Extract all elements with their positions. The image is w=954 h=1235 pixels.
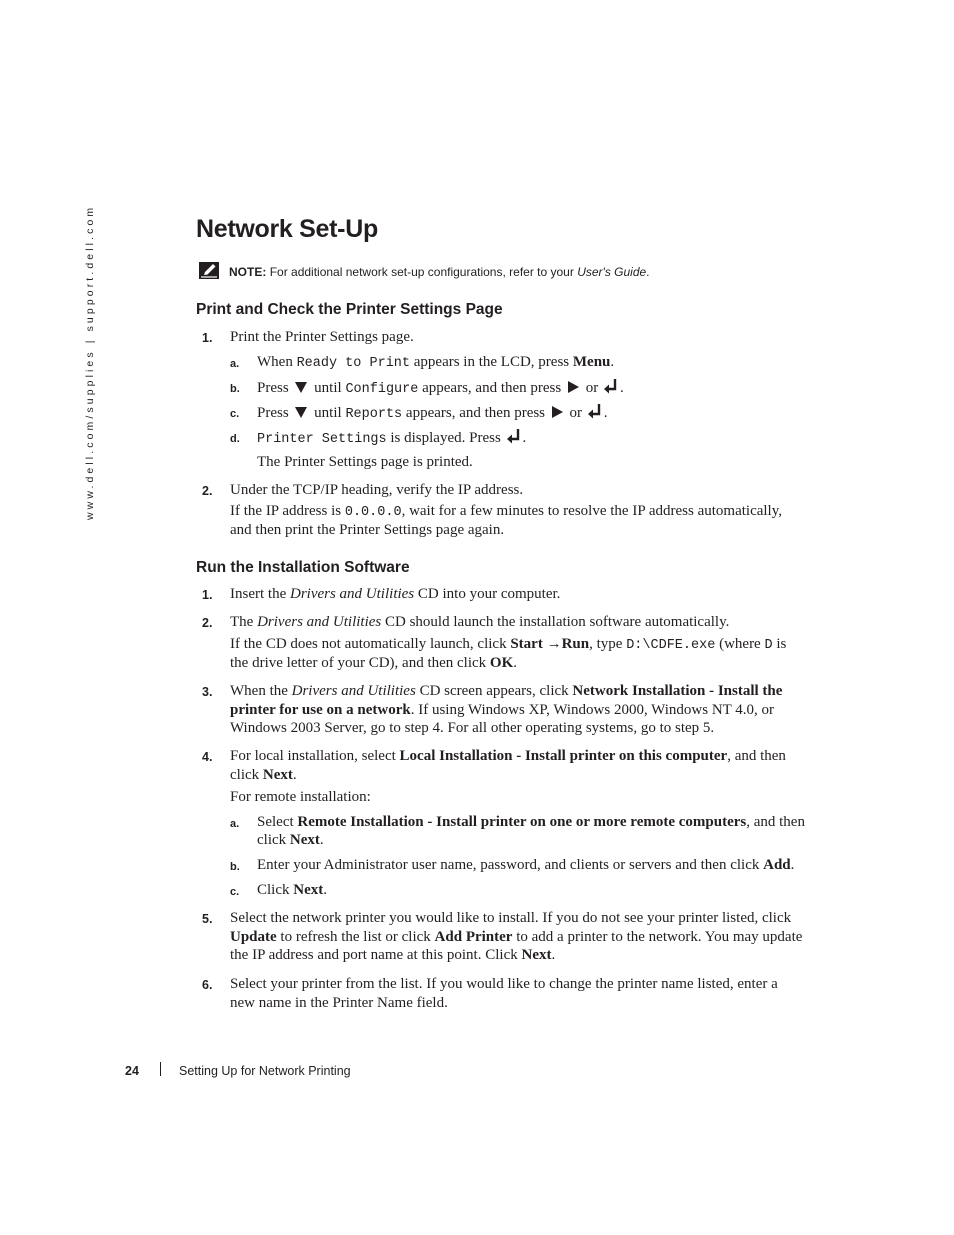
lcd-message: Printer Settings: [257, 432, 387, 447]
step-number: 2.: [202, 616, 213, 630]
substep-c: Click Next.: [257, 882, 327, 898]
step-text: The Drivers and Utilities CD should launch the installation software automatically.: [230, 614, 730, 630]
step-number: 5.: [202, 912, 213, 926]
step-number: 1.: [202, 588, 213, 602]
note-end: .: [646, 265, 650, 279]
lcd-message: Configure: [345, 382, 419, 397]
lcd-message: Ready to Print: [296, 356, 410, 371]
footer-divider: [160, 1062, 161, 1076]
substep-letter: c.: [230, 886, 240, 898]
step-detail: If the CD does not automatically launch, click Start →Run, type D:\CDFE.exe (where D is: [230, 636, 787, 653]
step-detail: For remote installation:: [230, 789, 371, 805]
right-arrow-icon: [552, 406, 563, 418]
step-text: Update to refresh the list or click Add Printer to add a printer to the network. You may update: [230, 929, 803, 945]
menu-key-label: Menu: [572, 354, 611, 370]
step-text: the IP address and port name at this point. Click Next.: [230, 947, 556, 963]
step-text: For local installation, select Local Installation - Install printer on this computer, and then: [230, 748, 786, 764]
lcd-message: Reports: [345, 407, 403, 422]
step-detail: the drive letter of your CD), and then click OK.: [230, 655, 518, 671]
step-text: When the Drivers and Utilities CD screen appears, click Network Installation - Install the: [230, 683, 783, 699]
step-text: Insert the Drivers and Utilities CD into your computer.: [230, 586, 561, 602]
step-number: 1.: [202, 331, 213, 345]
substep-d: Printer Settings is displayed. Press .: [257, 430, 527, 447]
step-text: Select your printer from the list. If you would like to change the printer name listed, enter a: [230, 976, 778, 992]
command-text: D:\CDFE.exe: [626, 638, 716, 653]
note: [229, 265, 650, 279]
substep-b: Enter your Administrator user name, password, and clients or servers and then click Add.: [257, 857, 795, 873]
substep-b: Press until Configure appears, and then press or .: [257, 380, 624, 397]
substep-letter: b.: [230, 383, 240, 395]
note-text: For additional network set-up configurations, refer to your: [269, 265, 574, 279]
down-arrow-icon: [295, 382, 307, 393]
step-text: printer for use on a network. If using Windows XP, Windows 2000, Windows NT 4.0, or: [230, 702, 775, 718]
enter-key-icon: [604, 378, 618, 394]
substep-letter: c.: [230, 408, 240, 420]
step-text: Print the Printer Settings page.: [230, 329, 414, 345]
step-number: 4.: [202, 750, 213, 764]
substep-letter: b.: [230, 861, 240, 873]
substep-a: When Ready to Print appears in the LCD, press Menu.: [257, 354, 615, 371]
step-text: Select the network printer you would like to install. If you do not see your printer listed, click: [230, 910, 792, 926]
ip-address: 0.0.0.0: [344, 505, 402, 520]
result-text: The Printer Settings page is printed.: [257, 454, 473, 470]
footer-section-title: Setting Up for Network Printing: [179, 1064, 351, 1078]
right-arrow-icon: [568, 381, 579, 393]
step-number: 3.: [202, 685, 213, 699]
side-url: www.dell.com/supplies | support.dell.com: [84, 204, 96, 520]
substep-letter: d.: [230, 433, 240, 445]
enter-key-icon: [507, 428, 521, 444]
step-text: Windows 2003 Server, go to step 4. For all other operating systems, go to step 5.: [230, 720, 715, 736]
drive-letter: D: [764, 638, 773, 653]
step-detail: If the IP address is 0.0.0.0, wait for a few minutes to resolve the IP address automatically,: [230, 503, 783, 520]
pencil-note-icon: [199, 262, 219, 279]
step-text: click Next.: [230, 767, 297, 783]
step-text: new name in the Printer Name field.: [230, 995, 448, 1011]
substep-c: Press until Reports appears, and then press or .: [257, 405, 608, 422]
step-number: 6.: [202, 978, 213, 992]
page-title: Network Set-Up: [196, 215, 378, 243]
step-detail: and then print the Printer Settings page again.: [230, 522, 505, 538]
substep-letter: a.: [230, 358, 240, 370]
down-arrow-icon: [295, 407, 307, 418]
page-number: 24: [125, 1064, 139, 1078]
substep-a: click Next.: [257, 832, 324, 848]
enter-key-icon: [588, 403, 602, 419]
note-label: NOTE:: [229, 265, 267, 279]
step-number: 2.: [202, 484, 213, 498]
substep-letter: a.: [230, 818, 240, 830]
step-text: Under the TCP/IP heading, verify the IP address.: [230, 482, 524, 498]
substep-a: Select Remote Installation - Install printer on one or more remote computers, and then: [257, 814, 805, 830]
section-heading-print-check: Print and Check the Printer Settings Page: [196, 301, 503, 318]
section-heading-install: Run the Installation Software: [196, 559, 410, 576]
note-guide: User's Guide: [577, 265, 647, 279]
